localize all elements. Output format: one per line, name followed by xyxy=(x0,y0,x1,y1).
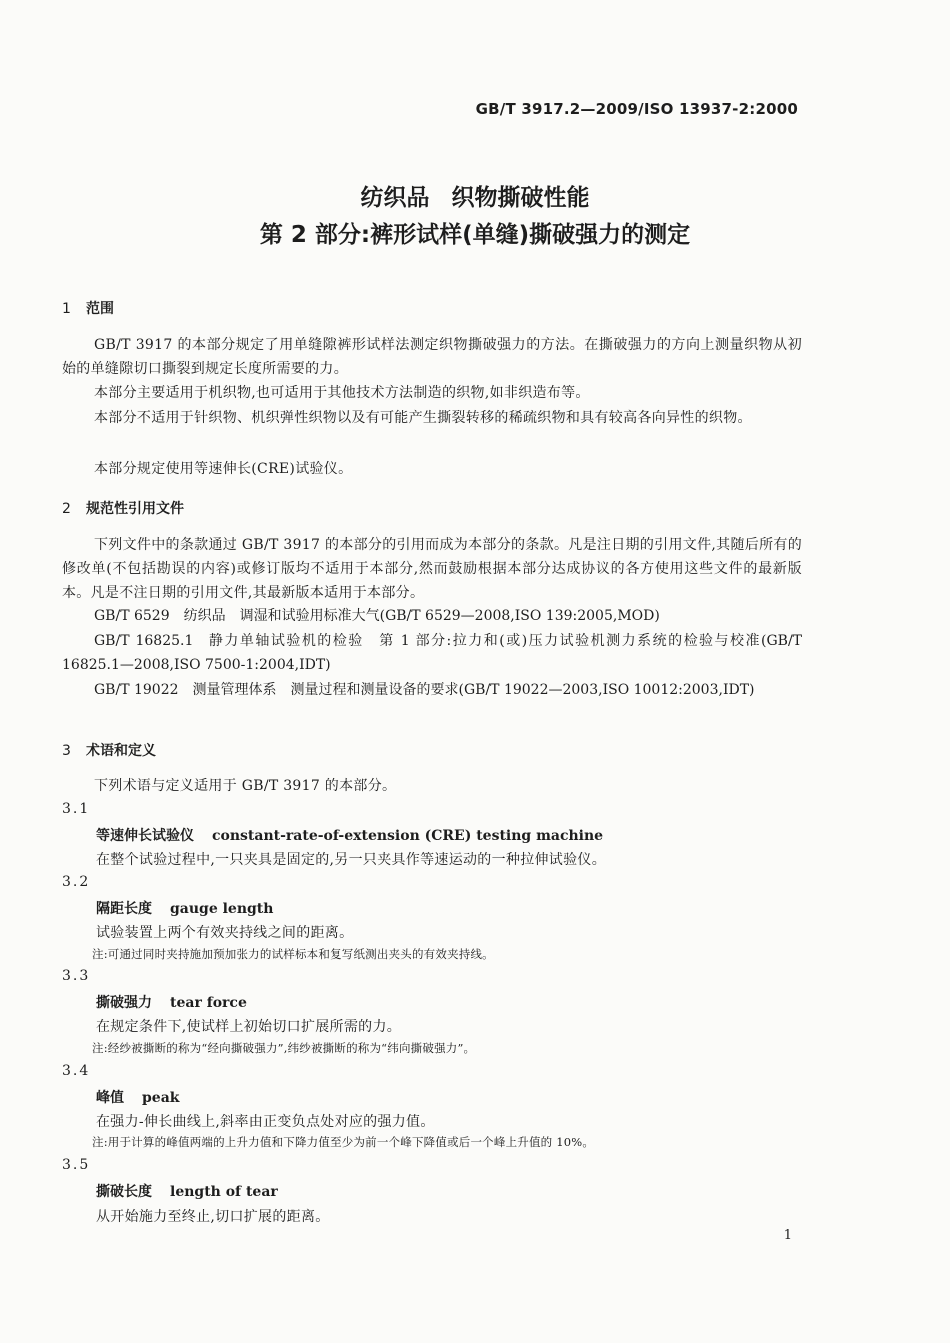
section-1-heading: 1 范围 xyxy=(62,301,114,317)
term-title: 撕破长度 length of tear xyxy=(96,1184,278,1200)
reference-item: GB/T 6529 纺织品 调湿和试验用标准大气(GB/T 6529—2008,ISO 139:2005,MOD) xyxy=(94,608,660,624)
term-note: 注:用于计算的峰值两端的上升力值和下降力值至少为前一个峰下降值或后一个峰上升值的 10%。 xyxy=(92,1135,595,1149)
reference-item: GB/T 16825.1 静力单轴试验机的检验 第 1 部分:拉力和(或)压力试验机测力系统的检验与校准(GB/T 16825.1—2008,ISO 7500-1:2004,IDT) xyxy=(62,633,803,673)
section-2-heading: 2 规范性引用文件 xyxy=(62,501,184,517)
term-title: 撕破强力 tear force xyxy=(96,995,247,1011)
clause-number: 3.4 xyxy=(62,1063,91,1079)
term-definition: 在强力-伸长曲线上,斜率由正变负点处对应的强力值。 xyxy=(96,1114,435,1130)
term-title: 等速伸长试验仪 constant-rate-of-extension (CRE) testing machine xyxy=(96,828,604,844)
section-1-paragraph-1: GB/T 3917 的本部分规定了用单缝隙裤形试样法测定织物撕破强力的方法。在撕破强力的方向上测量织物从初始的单缝隙切口撕裂到规定长度所需要的力。 xyxy=(62,337,802,377)
clause-number: 3.5 xyxy=(62,1157,91,1173)
term-definition: 在整个试验过程中,一只夹具是固定的,另一只夹具作等速运动的一种拉伸试验仪。 xyxy=(96,852,606,868)
section-1-paragraph-3: 本部分不适用于针织物、机织弹性织物以及有可能产生撕裂转移的稀疏织物和具有较高各向异性的织物。 xyxy=(94,410,752,426)
title-line-1: 纺织品 织物撕破性能 xyxy=(360,185,590,211)
standard-number: GB/T 3917.2—2009/ISO 13937-2:2000 xyxy=(475,100,798,118)
section-3-heading: 3 术语和定义 xyxy=(62,743,156,759)
section-1-paragraph-4: 本部分规定使用等速伸长(CRE)试验仪。 xyxy=(94,461,353,477)
clause-number: 3.2 xyxy=(62,874,91,890)
page-number: 1 xyxy=(783,1228,792,1243)
section-1-paragraph-2: 本部分主要适用于机织物,也可适用于其他技术方法制造的织物,如非织造布等。 xyxy=(94,385,590,401)
term-title: 峰值 peak xyxy=(96,1090,180,1106)
title-line-2: 第 2 部分:裤形试样(单缝)撕破强力的测定 xyxy=(259,222,691,248)
term-title: 隔距长度 gauge length xyxy=(96,901,274,917)
section-2-paragraph-1: 下列文件中的条款通过 GB/T 3917 的本部分的引用而成为本部分的条款。凡是注日期的引用文件,其随后所有的修改单(不包括勘误的内容)或修订版均不适用于本部分,然而鼓励根据本部分达成协议的各方使用这些文件的最新版本。凡是不注日期的引用文件,其最新版本适用于本部分。 xyxy=(62,537,802,601)
reference-item: GB/T 19022 测量管理体系 测量过程和测量设备的要求(GB/T 19022—2003,ISO 10012:2003,IDT) xyxy=(94,682,755,698)
document-title xyxy=(0,180,950,254)
term-definition: 从开始施力至终止,切口扩展的距离。 xyxy=(96,1209,330,1225)
term-definition: 试验装置上两个有效夹持线之间的距离。 xyxy=(96,925,354,941)
term-note: 注:可通过同时夹持施加预加张力的试样标本和复写纸测出夹头的有效夹持线。 xyxy=(92,947,494,961)
section-3-intro: 下列术语与定义适用于 GB/T 3917 的本部分。 xyxy=(94,778,397,794)
clause-number: 3.3 xyxy=(62,968,91,984)
term-note: 注:经纱被撕断的称为“经向撕破强力”,纬纱被撕断的称为“纬向撕破强力”。 xyxy=(92,1041,476,1055)
clause-number: 3.1 xyxy=(62,801,91,817)
term-definition: 在规定条件下,使试样上初始切口扩展所需的力。 xyxy=(96,1019,402,1035)
